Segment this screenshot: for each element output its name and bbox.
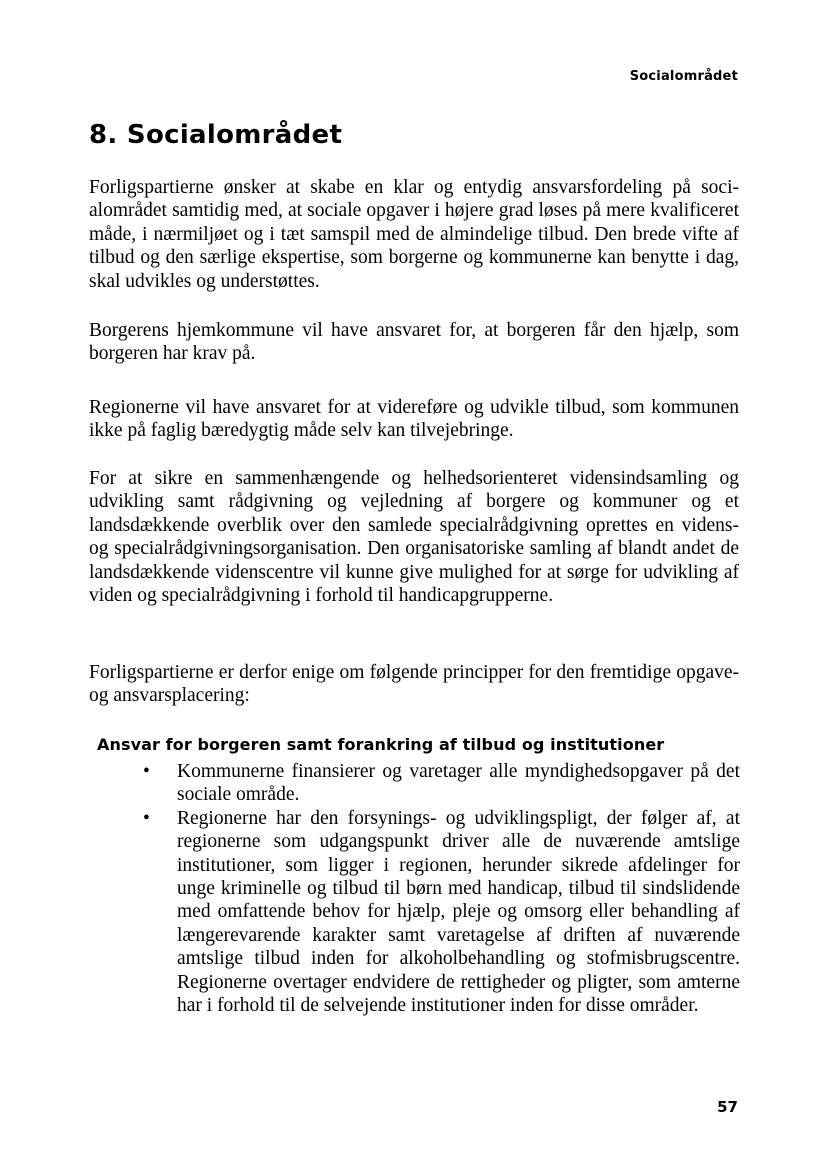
bullet-item-kommuner: • Kommunerne finansierer og varetager alle myndighedsopgaver på det sociale område. <box>143 760 740 807</box>
body-paragraph-3: Regionerne vil have ansvaret for at videreføre og udvikle tilbud, som kommunen ikke på faglig bæredygtig måde selv kan tilvejebringe. <box>89 397 739 442</box>
body-paragraph-5: Forligspartierne er derfor enige om følgende principper for den fremtidige opgave- og ansvarsplacering: <box>89 662 739 707</box>
chapter-title: 8. Socialområdet <box>89 120 343 150</box>
bullet-list <box>143 760 740 1017</box>
bullet-item-regioner: • Regionerne har den forsynings- og udviklingspligt, der følger af, at regionerne som udgangspunkt driver alle de nuværende amtslige institutioner, som ligger i regionen, herunder sikrede afdelinger for unge kriminelle og tilbud til børn med handicap, tilbud til sindslidende med omfattende behov for hjælp, pleje og omsorg eller behandling af længerevarende karakter samt varetagelse af driften af nuværende amtslige tilbud inden for alkoholbehandling og stofmisbrugscentre. Regionerne overtager endvidere de rettigheder og pligter, som amterne har i forhold til de selvejende institutioner inden for disse områder. <box>143 807 740 1018</box>
body-paragraph-2: Borgerens hjemkommune vil have ansvaret for, at borgeren får den hjælp, som borgeren har krav på. <box>89 320 739 365</box>
body-paragraph-4: For at sikre en sammenhængende og helhedsorienteret vidensindsamling og udvikling samt rådgivning og vejledning af borgere og kommuner og et landsdækkende overblik over den samlede specialrådgivning oprettes en videns- og specialrådgivningsorganisation. Den organisatoriske samling af blandt andet de landsdækkende videnscentre vil kunne give mulighed for at sørge for udvikling af viden og specialrådgivning i forhold til handicapgrupperne. <box>89 468 739 607</box>
running-header: Socialområdet <box>629 69 738 84</box>
section-heading: Ansvar for borgeren samt forankring af tilbud og institutioner <box>97 735 665 754</box>
body-paragraph-1: Forligspartierne ønsker at skabe en klar og entydig ansvarsfordeling på socialområdet samtidig med, at sociale opgaver i højere grad løses på mere kvalificeret måde, i nærmiljøet og i tæt samspil med de almindelige tilbud. Den brede vifte af tilbud og den særlige ekspertise, som borgerne og kommunerne kan benytte i dag, skal udvikles og understøttes. <box>89 177 739 292</box>
page-number: 57 <box>717 1098 738 1116</box>
